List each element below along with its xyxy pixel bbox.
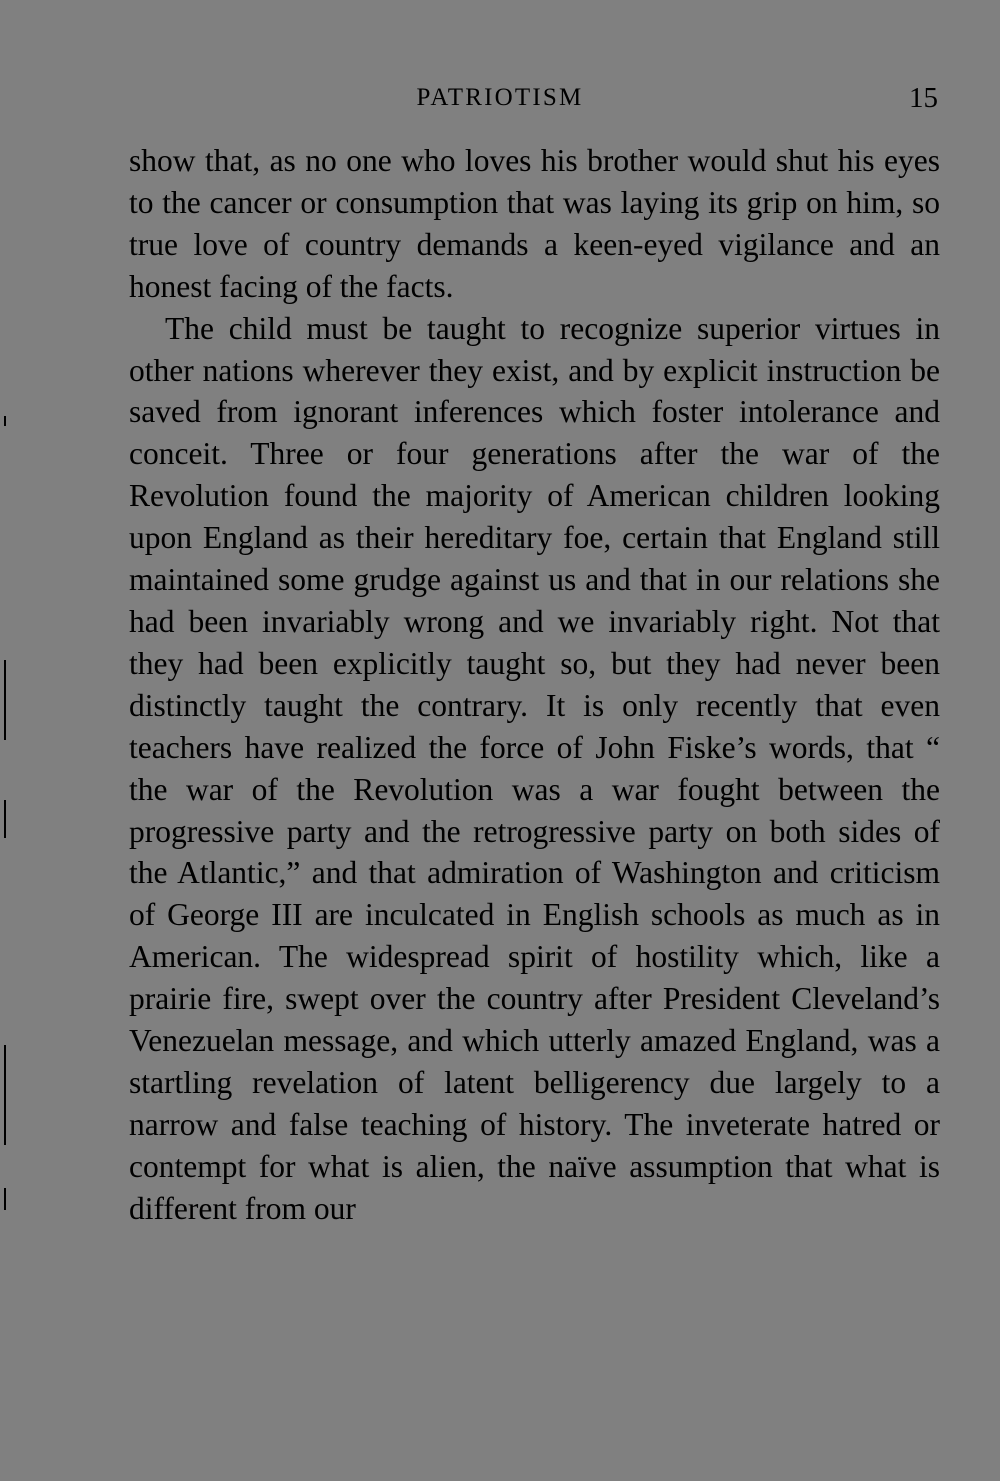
scan-margin-marks [0, 0, 20, 1481]
scan-mark [4, 800, 6, 838]
scan-mark [4, 1045, 6, 1145]
paragraph-child-taught: The child must be taught to recognize superior virtues in other nations wherever they exist, and by explicit instruction be saved from ignorant inferences which foster intolerance and conceit. Three or four generations after the war of the Revolution found the majority of American children looking upon England as their hereditary foe, certain that England still maintained some grudge against us and that in our relations she had been invariably wrong and we invariably right. Not that they had been explicitly taught so, but they had never been distinctly taught the contrary. It is only recently that even teachers have realized the force of John Fiske’s words, that “ the war of the Revolution was a war fought between the progressive party and the retrogressive party on both sides of the Atlantic,” and that admiration of Washington and criticism of George III are inculcated in English schools as much as in American. The widespread spirit of hostility which, like a prairie fire, swept over the country after President Cleveland’s Venezuelan message, and which utterly amazed England, was a startling revelation of latent belligerency due largely to a narrow and false teaching of history. The inveterate hatred or contempt for what is alien, the naïve assumption that what is different from our [129, 310, 940, 1226]
scan-mark [4, 1188, 6, 1210]
page-number: 15 [909, 82, 938, 114]
body-text [129, 140, 940, 1230]
paragraph-continuation: show that, as no one who loves his brother would shut his eyes to the cancer or consumption that was laying its grip on him, so true love of country demands a keen-eyed vigilance and an honest facing of the facts. [129, 143, 940, 304]
scan-mark [4, 416, 6, 426]
page-header [0, 80, 1000, 120]
scan-mark [4, 660, 6, 740]
running-title: PATRIOTISM [416, 84, 584, 111]
